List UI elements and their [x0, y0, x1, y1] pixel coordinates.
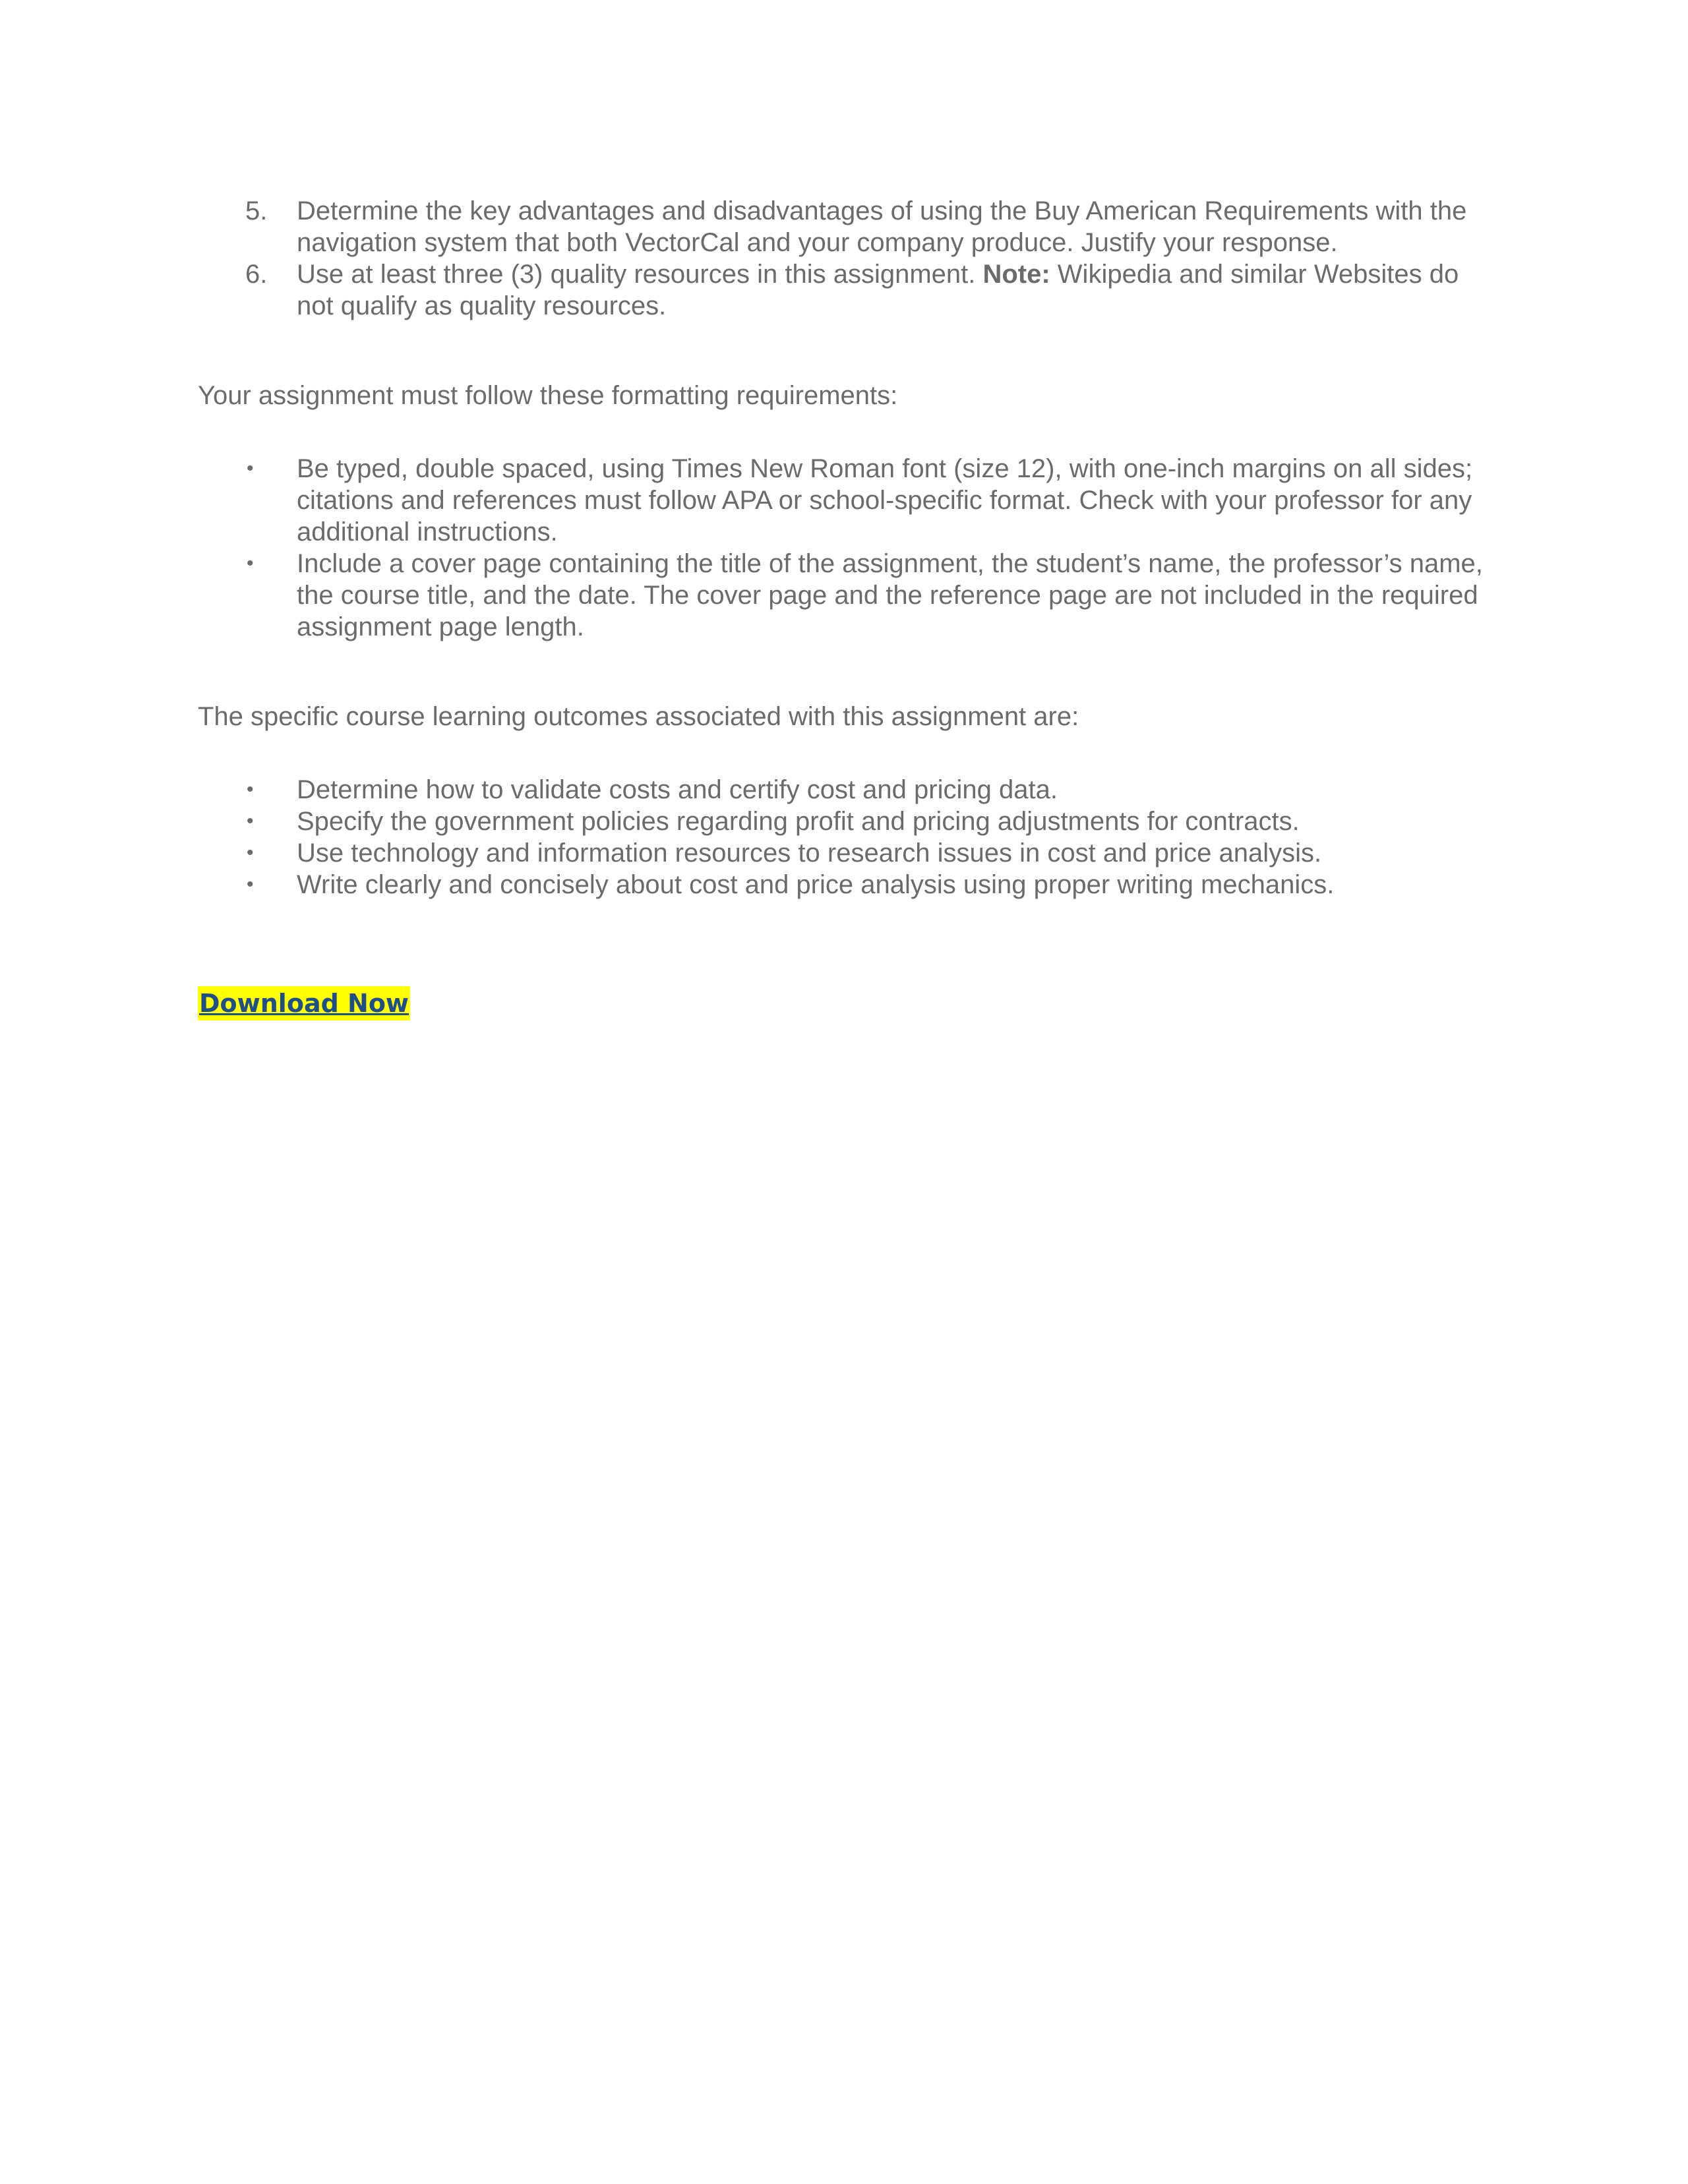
list-item: [198, 195, 1490, 258]
bullet-icon: •: [247, 457, 254, 479]
list-item-text: Write clearly and concisely about cost and price analysis using proper writing mechanics.: [297, 870, 1335, 899]
page-content: [198, 195, 1490, 1020]
download-now-link[interactable]: Download Now: [199, 989, 409, 1018]
list-item: [198, 774, 1490, 806]
spacer: [198, 732, 1490, 774]
list-item: [198, 258, 1490, 322]
list-item: [198, 453, 1490, 548]
list-item: [198, 548, 1490, 643]
spacer: [198, 322, 1490, 380]
list-item-text: Be typed, double spaced, using Times New Roman font (size 12), with one-inch margins on all sides; citations and references must follow APA or school-specific format. Check with your professor for any additional instructions.: [297, 454, 1473, 546]
bullet-icon: •: [247, 552, 254, 574]
list-number: 5.: [245, 196, 268, 225]
note-label: Note:: [982, 260, 1050, 289]
outcomes-intro: The specific course learning outcomes associated with this assignment are:: [198, 702, 1079, 731]
list-item-text-start: Use at least three (3) quality resources in this assignment.: [297, 260, 983, 289]
spacer: [198, 643, 1490, 701]
list-item-text: [297, 260, 1459, 320]
list-item-text-end: Wikipedia and similar Websites do not qualify as quality resources.: [297, 260, 1459, 320]
list-item-text: Use technology and information resources to research issues in cost and price analysis.: [297, 839, 1322, 868]
list-item: [198, 837, 1490, 869]
list-item: [198, 869, 1490, 900]
list-item-text: Determine the key advantages and disadvantages of using the Buy American Requirements with the navigation system that both VectorCal and your company produce. Justify your response.: [297, 196, 1467, 257]
list-item-text: Specify the government policies regarding profit and pricing adjustments for contracts.: [297, 807, 1300, 836]
list-item-text: Include a cover page containing the title of the assignment, the student’s name, the professor’s name, the course title, and the date. The cover page and the reference page are not included in the required assignment page length.: [297, 549, 1483, 641]
list-item: [198, 806, 1490, 837]
list-number: 6.: [245, 260, 268, 289]
download-highlight: [198, 986, 410, 1020]
numbered-list: [198, 195, 1490, 322]
learning-outcomes-list: [198, 774, 1490, 900]
formatting-intro: Your assignment must follow these formatting requirements:: [198, 381, 898, 410]
bullet-icon: •: [247, 779, 254, 800]
spacer: [198, 411, 1490, 453]
spacer: [198, 900, 1490, 986]
bullet-icon: •: [247, 842, 254, 864]
list-item-text: Determine how to validate costs and certify cost and pricing data.: [297, 775, 1058, 804]
bullet-icon: •: [247, 810, 254, 832]
bullet-icon: •: [247, 873, 254, 895]
formatting-requirements-list: [198, 453, 1490, 643]
